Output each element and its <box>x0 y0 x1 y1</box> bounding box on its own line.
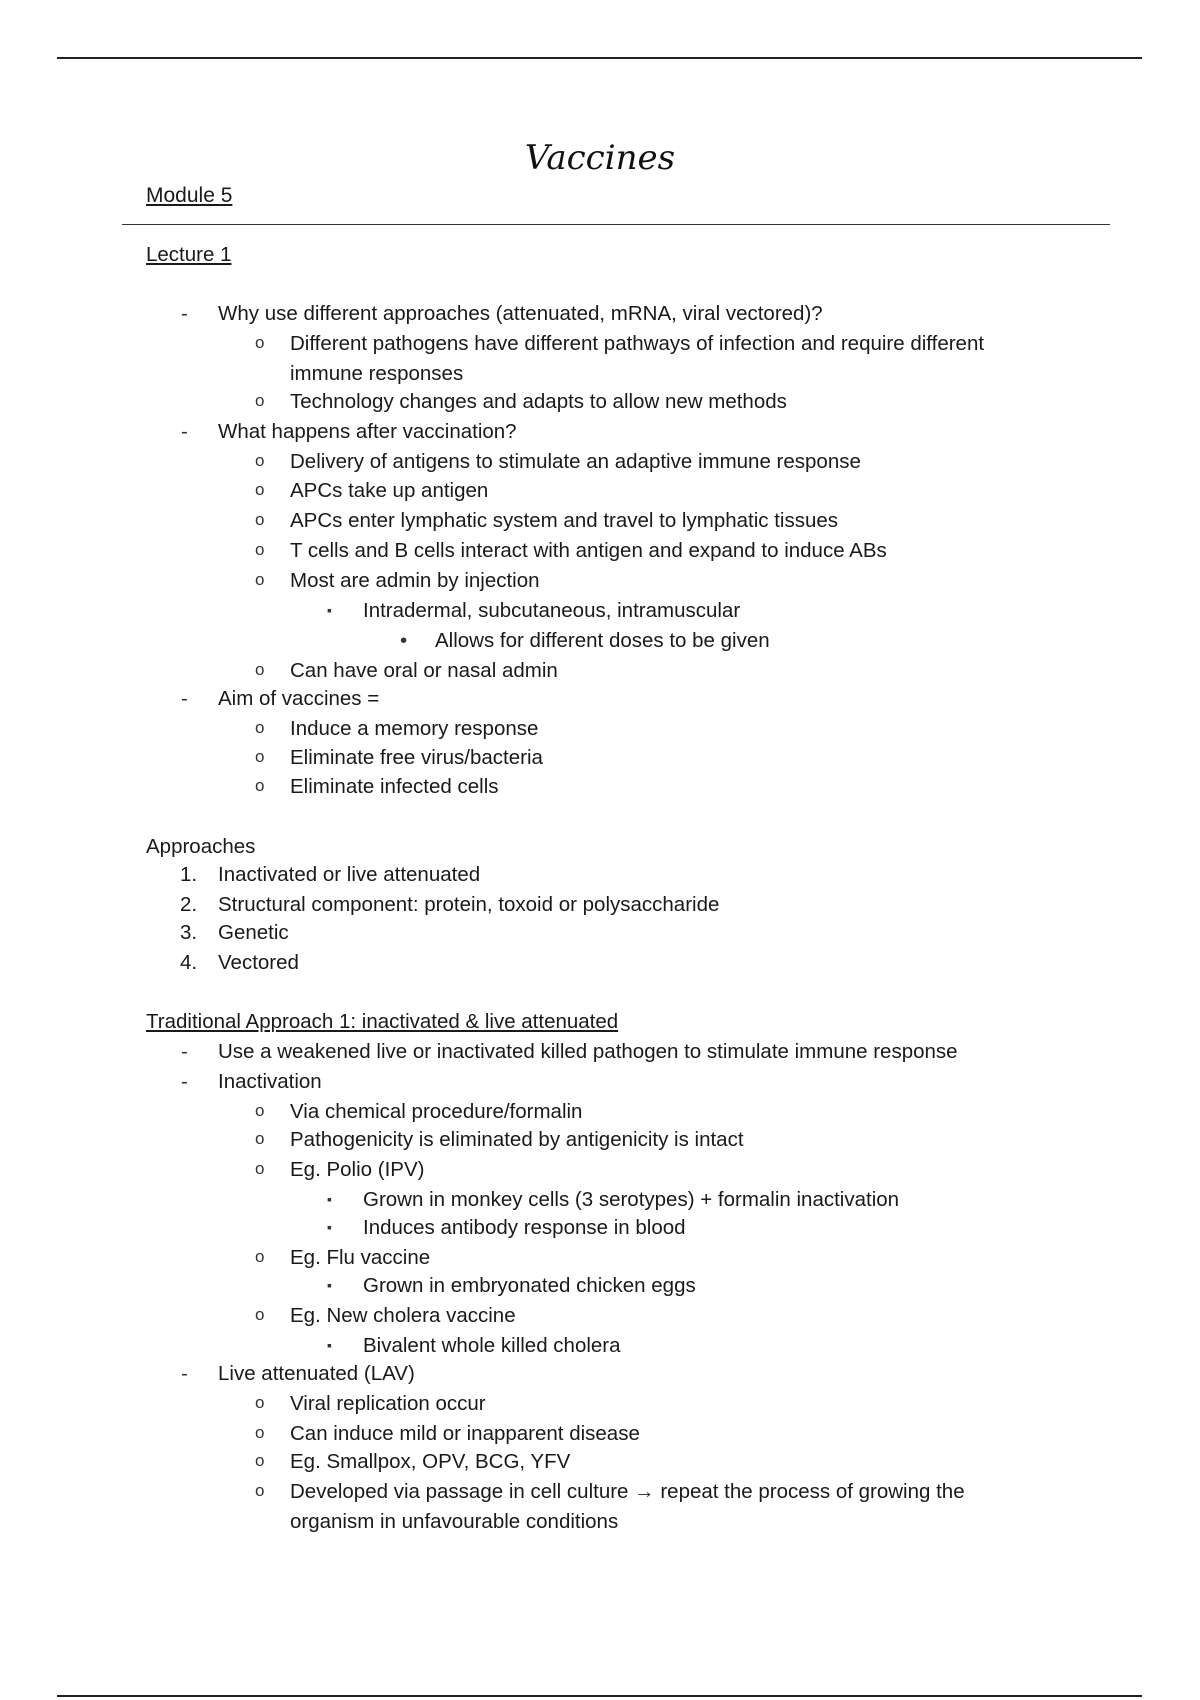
list-item-continuation: immune responses <box>290 362 464 385</box>
square-bullet: ▪ <box>327 602 332 618</box>
list-item: Induces antibody response in blood <box>363 1216 686 1239</box>
list-item: Eliminate infected cells <box>290 775 499 798</box>
list-item: Induce a memory response <box>290 717 539 740</box>
list-item: Grown in embryonated chicken eggs <box>363 1274 696 1297</box>
list-item: Via chemical procedure/formalin <box>290 1100 583 1123</box>
circle-bullet: o <box>255 1247 265 1266</box>
list-number: 2. <box>180 893 198 916</box>
list-item: APCs take up antigen <box>290 479 489 502</box>
list-number: 3. <box>180 921 198 944</box>
list-number: 4. <box>180 951 198 974</box>
traditional-approach-heading: Traditional Approach 1: inactivated & live attenuated <box>146 1010 619 1033</box>
list-item: APCs enter lymphatic system and travel to lymphatic tissues <box>290 509 839 532</box>
circle-bullet: o <box>255 747 265 766</box>
list-item: Eg. New cholera vaccine <box>290 1304 516 1327</box>
dot-bullet: • <box>400 629 408 652</box>
square-bullet: ▪ <box>327 1219 332 1235</box>
list-item: Allows for different doses to be given <box>435 629 770 652</box>
list-item: Aim of vaccines = <box>218 687 380 710</box>
circle-bullet: o <box>255 660 265 679</box>
list-item: Eg. Flu vaccine <box>290 1246 431 1269</box>
list-item: Viral replication occur <box>290 1392 486 1415</box>
circle-bullet: o <box>255 570 265 589</box>
dash-bullet: - <box>181 302 188 325</box>
list-item: Grown in monkey cells (3 serotypes) + formalin inactivation <box>363 1188 900 1211</box>
module-divider <box>122 224 1110 225</box>
list-item: T cells and B cells interact with antigen and expand to induce ABs <box>290 539 887 562</box>
list-item: Inactivated or live attenuated <box>218 863 481 886</box>
list-item: Genetic <box>218 921 289 944</box>
lecture-heading: Lecture 1 <box>146 243 232 266</box>
circle-bullet: o <box>255 391 265 410</box>
list-item: Different pathogens have different pathways of infection and require different <box>290 332 985 355</box>
list-item: Can have oral or nasal admin <box>290 659 558 682</box>
list-item: Eg. Polio (IPV) <box>290 1158 425 1181</box>
list-item: What happens after vaccination? <box>218 420 517 443</box>
circle-bullet: o <box>255 1305 265 1324</box>
list-number: 1. <box>180 863 198 886</box>
module-label: Module 5 <box>146 184 233 207</box>
dash-bullet: - <box>181 1040 188 1063</box>
dash-bullet: - <box>181 1362 188 1385</box>
circle-bullet: o <box>255 451 265 470</box>
square-bullet: ▪ <box>327 1277 332 1293</box>
circle-bullet: o <box>255 776 265 795</box>
list-item-continuation: organism in unfavourable conditions <box>290 1510 619 1533</box>
circle-bullet: o <box>255 540 265 559</box>
list-item: Technology changes and adapts to allow new methods <box>290 390 787 413</box>
bottom-border-line <box>57 1695 1142 1697</box>
list-item: Pathogenicity is eliminated by antigenicity is intact <box>290 1128 744 1151</box>
approaches-heading: Approaches <box>146 835 256 858</box>
document-title: Vaccines <box>524 138 676 178</box>
list-item: Structural component: protein, toxoid or polysaccharide <box>218 893 720 916</box>
list-item: Most are admin by injection <box>290 569 540 592</box>
square-bullet: ▪ <box>327 1191 332 1207</box>
circle-bullet: o <box>255 1101 265 1120</box>
list-item: Eg. Smallpox, OPV, BCG, YFV <box>290 1450 571 1473</box>
list-item: Bivalent whole killed cholera <box>363 1334 621 1357</box>
circle-bullet: o <box>255 718 265 737</box>
list-item: Live attenuated (LAV) <box>218 1362 415 1385</box>
circle-bullet: o <box>255 1481 265 1500</box>
list-item: Intradermal, subcutaneous, intramuscular <box>363 599 741 622</box>
circle-bullet: o <box>255 1159 265 1178</box>
top-border-line <box>57 57 1142 59</box>
circle-bullet: o <box>255 1393 265 1412</box>
circle-bullet: o <box>255 480 265 499</box>
circle-bullet: o <box>255 1451 265 1470</box>
list-item: Delivery of antigens to stimulate an adaptive immune response <box>290 450 861 473</box>
list-item: Developed via passage in cell culture → repeat the process of growing the <box>290 1480 965 1503</box>
square-bullet: ▪ <box>327 1337 332 1353</box>
dash-bullet: - <box>181 1070 188 1093</box>
circle-bullet: o <box>255 1423 265 1442</box>
circle-bullet: o <box>255 510 265 529</box>
dash-bullet: - <box>181 687 188 710</box>
list-item: Why use different approaches (attenuated, mRNA, viral vectored)? <box>218 302 823 325</box>
list-item: Use a weakened live or inactivated killed pathogen to stimulate immune response <box>218 1040 958 1063</box>
circle-bullet: o <box>255 1129 265 1148</box>
list-item: Inactivation <box>218 1070 322 1093</box>
list-item: Vectored <box>218 951 299 974</box>
list-item: Can induce mild or inapparent disease <box>290 1422 640 1445</box>
dash-bullet: - <box>181 420 188 443</box>
circle-bullet: o <box>255 333 265 352</box>
list-item: Eliminate free virus/bacteria <box>290 746 543 769</box>
